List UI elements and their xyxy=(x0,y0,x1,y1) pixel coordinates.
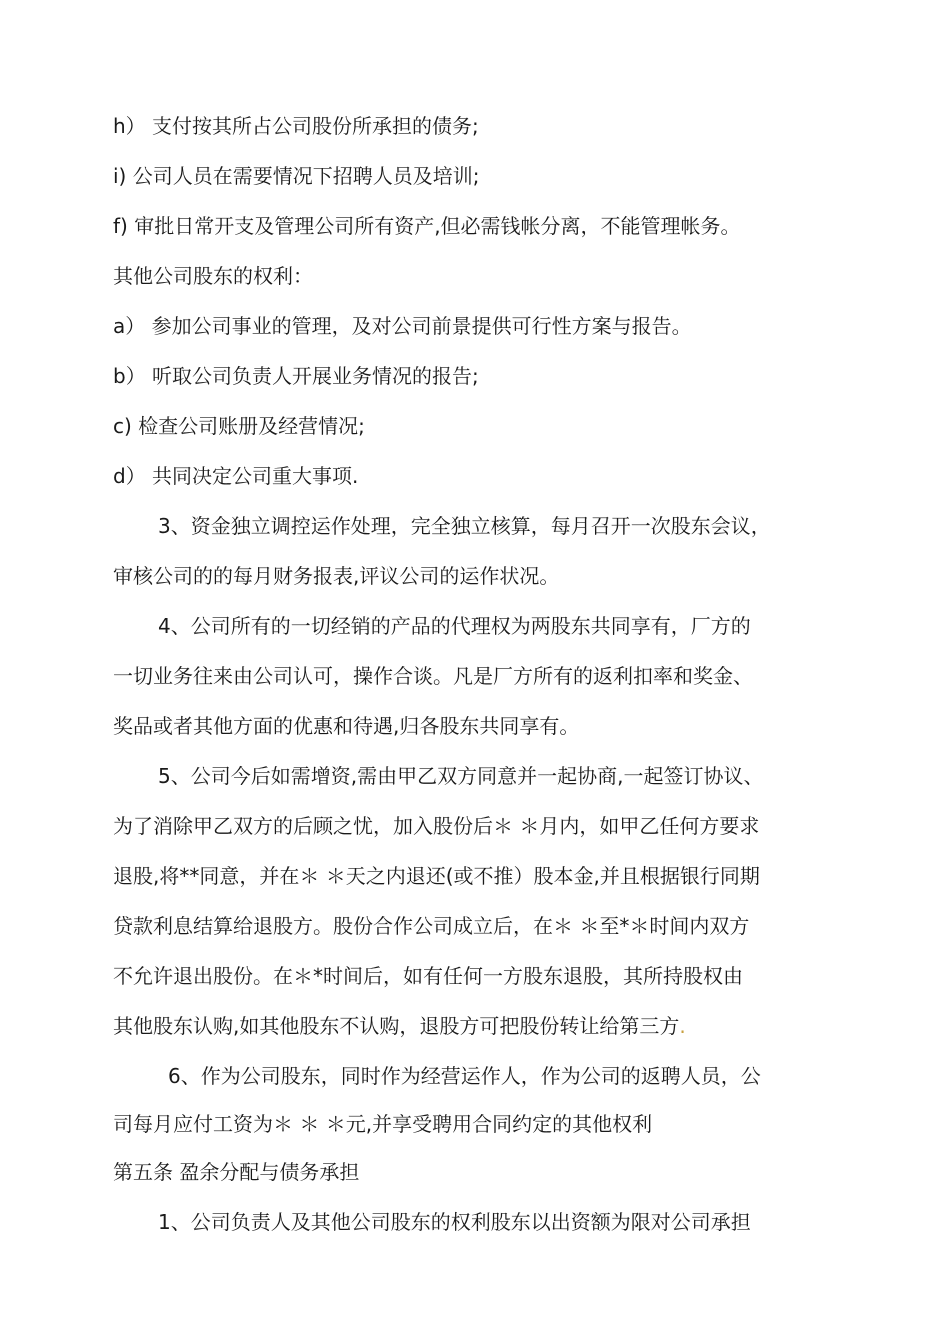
paragraph-5-line xyxy=(113,1012,843,1040)
paragraph-5-text: 其他股东认购,如其他股东不认购，退股方可把股份转让给第三方 xyxy=(113,1014,680,1038)
paragraph-6-line: 司每月应付工资为＊ ＊ ＊元,并享受聘用合同约定的其他权利 xyxy=(113,1112,653,1136)
paragraph-4-line: 4、公司所有的一切经销的产品的代理权为两股东共同享有，厂方的 xyxy=(158,614,751,638)
paragraph-5-line: 退股,将**同意，并在＊ ＊天之内退还(或不推）股本金,并且根据银行同期 xyxy=(113,864,760,888)
paragraph-3-line: 3、资金独立调控运作处理，完全独立核算，每月召开一次股东会议， xyxy=(158,514,771,538)
paragraph-4-line: 一切业务往来由公司认可，操作合谈。凡是厂方所有的返利扣率和奖金、 xyxy=(113,664,753,688)
article-heading: 第五条 盈余分配与债务承担 xyxy=(113,1160,360,1184)
paragraph-1-line: 1、公司负责人及其他公司股东的权利股东以出资额为限对公司承担 xyxy=(158,1210,751,1234)
text-line: i) 公司人员在需要情况下招聘人员及培训; xyxy=(113,164,480,188)
text-line: f) 审批日常开支及管理公司所有资产,但必需钱帐分离，不能管理帐务。 xyxy=(113,214,741,238)
paragraph-5-line: 不允许退出股份。在＊*时间后，如有任何一方股东退股，其所持股权由 xyxy=(113,964,743,988)
text-line: b） 听取公司负责人开展业务情况的报告; xyxy=(113,364,479,388)
trailing-dot: . xyxy=(679,1014,686,1038)
text-line: h） 支付按其所占公司股份所承担的债务; xyxy=(113,114,479,138)
paragraph-6-line: 6、作为公司股东，同时作为经营运作人，作为公司的返聘人员，公 xyxy=(168,1064,761,1088)
paragraph-5-line: 贷款利息结算给退股方。股份合作公司成立后，在＊ ＊至*＊时间内双方 xyxy=(113,914,750,938)
paragraph-5-line: 为了消除甲乙双方的后顾之忧，加入股份后＊ ＊月内，如甲乙任何方要求 xyxy=(113,814,760,838)
text-line: c) 检查公司账册及经营情况; xyxy=(113,414,365,438)
section-heading: 其他公司股东的权利： xyxy=(113,264,313,288)
paragraph-5-line: 5、公司今后如需增资,需由甲乙双方同意并一起协商,一起签订协议、 xyxy=(158,764,764,788)
text-line: d） 共同决定公司重大事项. xyxy=(113,464,359,488)
paragraph-4-line: 奖品或者其他方面的优惠和待遇,归各股东共同享有。 xyxy=(113,714,580,738)
text-line: a） 参加公司事业的管理，及对公司前景提供可行性方案与报告。 xyxy=(113,314,692,338)
paragraph-3-line: 审核公司的的每月财务报表,评议公司的运作状况。 xyxy=(113,564,560,588)
